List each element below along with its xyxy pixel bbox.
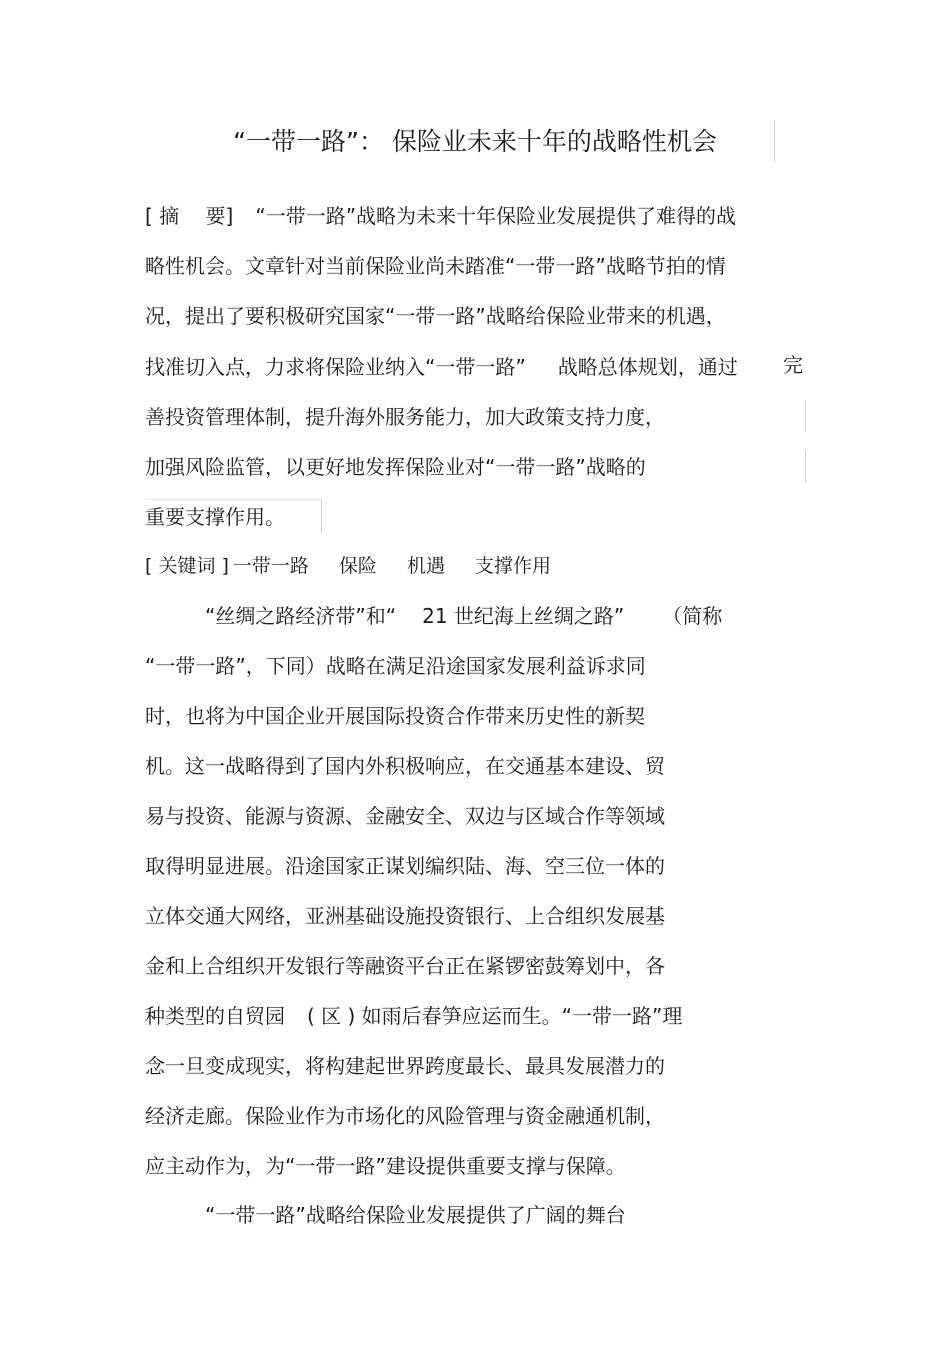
abstract-label: [ 摘 要] <box>145 204 234 228</box>
body-text: ( 区 ) 如雨后春笋应运而生。“一带一路”理 <box>307 1004 683 1028</box>
divider <box>805 400 806 432</box>
keyword: 支撑作用 <box>474 555 551 577</box>
keyword: 一带一路 <box>232 555 309 577</box>
body-line: “一带一路”战略给保险业发展提供了广阔的舞台 <box>205 1203 626 1227</box>
abstract-text-overflow: 完 <box>783 353 803 377</box>
abstract-line <box>145 352 738 382</box>
body-text: （简称 <box>662 604 723 628</box>
abstract-text: 找准切入点，力求将保险业纳入“一带一路” <box>145 355 526 379</box>
body-line: 易与投资、能源与资源、金融安全、双边与区域合作等领域 <box>145 804 665 828</box>
divider <box>321 499 322 533</box>
body-line: 机。这一战略得到了国内外积极响应，在交通基本建设、贸 <box>145 754 665 778</box>
body-line: 时，也将为中国企业开展国际投资合作带来历史性的新契 <box>145 704 645 728</box>
body-text: 21 世纪海上丝绸之路” <box>422 604 625 628</box>
abstract-line: 加强风险监管，以更好地发挥保险业对“一带一路”战略的 <box>145 455 646 479</box>
body-line: 经济走廊。保险业作为市场化的风险管理与资金融通机制， <box>145 1104 665 1128</box>
abstract-line: 况，提出了要积极研究国家“一带一路”战略给保险业带来的机遇， <box>145 304 726 328</box>
abstract-text: “一带一路”战略为未来十年保险业发展提供了难得的战 <box>255 204 737 228</box>
body-line: 立体交通大网络，亚洲基础设施投资银行、上合组织发展基 <box>145 904 665 928</box>
divider <box>774 120 775 162</box>
body-line: 应主动作为，为“一带一路”建设提供重要支撑与保障。 <box>145 1154 626 1178</box>
body-text: 种类型的自贸园 <box>145 1004 285 1028</box>
document-title: “一带一路”： 保险业未来十年的战略性机会 <box>233 127 717 156</box>
abstract-line <box>145 201 736 231</box>
body-text: “丝绸之路经济带”和“ <box>205 604 397 628</box>
divider <box>805 450 806 482</box>
abstract-line: 善投资管理体制，提升海外服务能力，加大政策支持力度， <box>145 405 665 429</box>
body-line: 念一旦变成现实，将构建起世界跨度最长、最具发展潜力的 <box>145 1054 665 1078</box>
body-line: “一带一路”，下同）战略在满足沿途国家发展利益诉求同 <box>145 654 646 678</box>
keywords-label: [ 关键词 ] <box>145 555 229 577</box>
body-line <box>205 601 722 631</box>
body-line: 取得明显进展。沿途国家正谋划编织陆、海、空三位一体的 <box>145 854 665 878</box>
abstract-line: 略性机会。文章针对当前保险业尚未踏准“一带一路”战略节拍的情 <box>145 254 726 278</box>
divider <box>145 499 321 500</box>
keywords-line <box>145 551 551 581</box>
abstract-line: 重要支撑作用。 <box>145 505 285 529</box>
keyword: 保险 <box>338 555 377 577</box>
body-line: 金和上合组织开发银行等融资平台正在紧锣密鼓筹划中，各 <box>145 954 665 978</box>
abstract-text: 战略总体规划，通过 <box>557 355 738 379</box>
keyword: 机遇 <box>406 555 445 577</box>
body-line <box>145 1001 682 1031</box>
